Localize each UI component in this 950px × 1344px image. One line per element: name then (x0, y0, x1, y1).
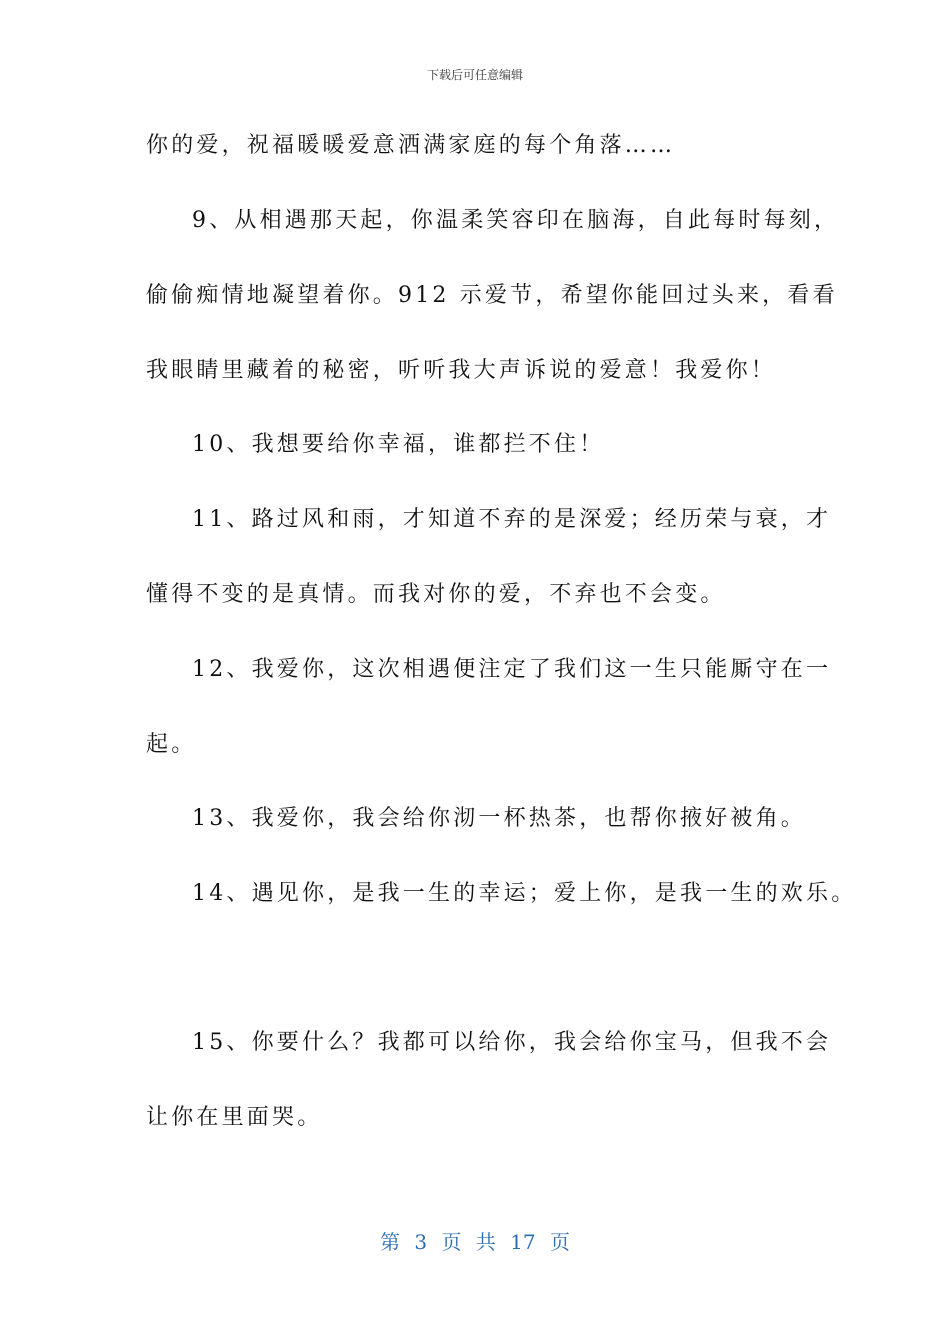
text-line-1: 你的爱，祝福暖暖爱意洒满家庭的每个角落…… (146, 133, 676, 158)
text-line-7: 懂得不变的是真情。而我对你的爱，不弃也不会变。 (146, 582, 726, 607)
text-line-6: 11、路过风和雨，才知道不弃的是深爱；经历荣与衰，才 (192, 507, 832, 532)
page-header: 下载后可任意编辑 (426, 68, 523, 82)
text-line-11: 14、遇见你，是我一生的幸运；爱上你，是我一生的欢乐。 (192, 881, 857, 906)
text-line-13: 让你在里面哭。 (146, 1105, 323, 1130)
text-line-3: 偷偷痴情地凝望着你。912 示爱节，希望你能回过头来，看看 (146, 283, 838, 308)
page-number-footer: 第 3 页 共 17 页 (380, 1230, 570, 1254)
text-line-4: 我眼睛里藏着的秘密，听听我大声诉说的爱意！我爱你！ (146, 358, 777, 383)
text-line-10: 13、我爱你，我会给你沏一杯热茶，也帮你掖好被角。 (192, 806, 806, 831)
text-line-8: 12、我爱你，这次相遇便注定了我们这一生只能厮守在一 (192, 657, 832, 682)
text-line-5: 10、我想要给你幸福，谁都拦不住！ (192, 432, 605, 457)
text-line-9: 起。 (146, 732, 197, 757)
text-line-2: 9、从相遇那天起，你温柔笑容印在脑海，自此每时每刻， (192, 208, 840, 233)
text-line-12: 15、你要什么？我都可以给你，我会给你宝马，但我不会 (192, 1030, 832, 1055)
